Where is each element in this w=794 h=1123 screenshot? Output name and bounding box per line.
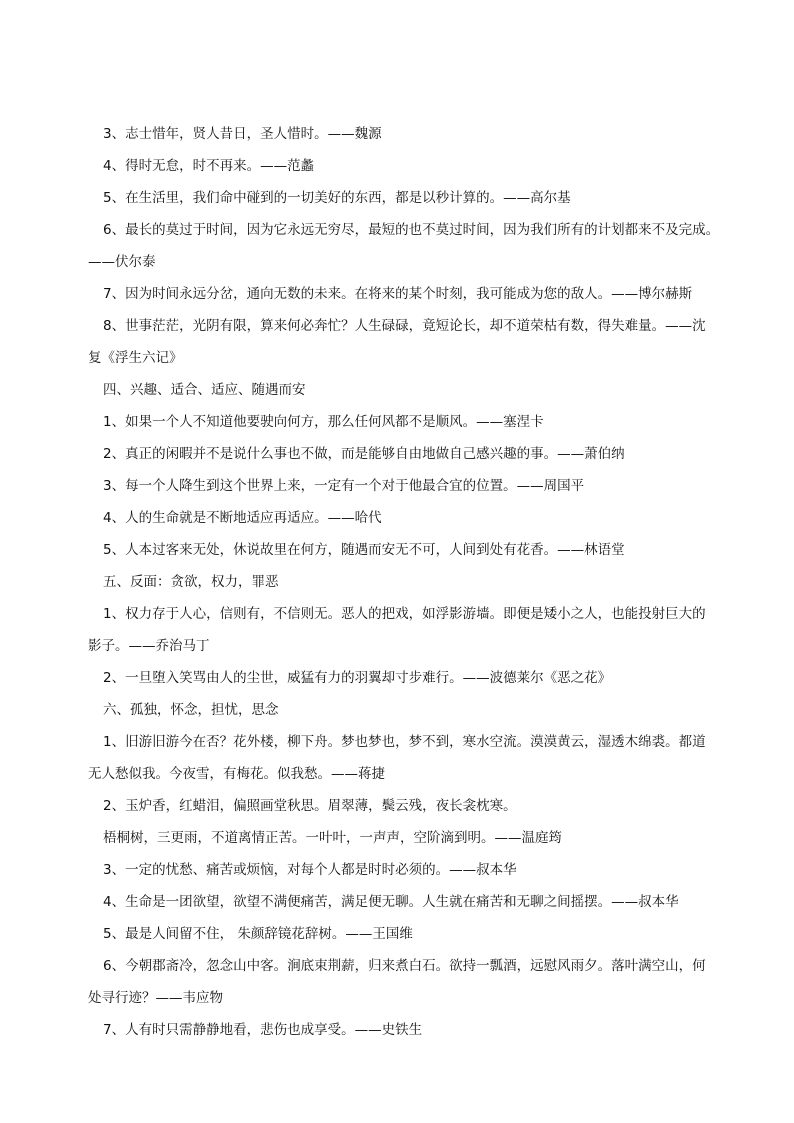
text-line: 梧桐树，三更雨，不道离情正苦。一叶叶，一声声，空阶滴到明。——温庭筠: [103, 830, 562, 846]
text-line: 2、玉炉香，红蜡泪，偏照画堂秋思。眉翠薄，鬓云残，夜长衾枕寒。: [103, 798, 517, 814]
text-line: 1、权力存于人心，信则有，不信则无。恶人的把戏，如浮影游墙。即便是矮小之人，也能投射巨大的: [103, 606, 706, 622]
text-line: 6、最长的莫过于时间，因为它永远无穷尽，最短的也不莫过时间，因为我们所有的计划都来不及完成。: [103, 222, 720, 238]
text-line: 4、人的生命就是不断地适应再适应。——哈代: [103, 510, 382, 526]
text-line: 5、在生活里，我们命中碰到的一切美好的东西，都是以秒计算的。——高尔基: [103, 190, 571, 206]
text-line: 6、今朝郡斋冷，忽念山中客。涧底束荆薪，归来煮白石。欲持一瓢酒，远慰风雨夕。落叶满空山，何: [103, 958, 706, 974]
text-line: 4、得时无怠，时不再来。——范蠡: [103, 158, 315, 174]
text-line: 2、真正的闲暇并不是说什么事也不做，而是能够自由地做自己感兴趣的事。——萧伯纳: [103, 446, 625, 462]
text-line: 7、人有时只需静静地看，悲伤也成享受。——史铁生: [103, 1022, 423, 1038]
text-line: 3、一定的忧愁、痛苦或烦恼，对每个人都是时时必须的。——叔本华: [103, 862, 517, 878]
text-line: ——伏尔泰: [88, 254, 156, 270]
text-line: 影子。——乔治马丁: [88, 638, 210, 654]
text-line: 处寻行迹？——韦应物: [88, 990, 223, 1006]
section-heading: 四、兴趣、适合、适应、随遇而安: [103, 382, 306, 398]
text-line: 3、志士惜年，贤人昔日，圣人惜时。——魏源: [103, 126, 382, 142]
text-line: 无人愁似我。今夜雪，有梅花。似我愁。——蒋捷: [88, 766, 385, 782]
text-line: 5、人本过客来无处，休说故里在何方，随遇而安无不可，人间到处有花香。——林语堂: [103, 542, 625, 558]
text-line: 1、旧游旧游今在否？花外楼，柳下舟。梦也梦也，梦不到，寒水空流。漠漠黄云，湿透木绵裘。都道: [103, 734, 706, 750]
text-line: 复《浮生六记》: [88, 350, 183, 366]
section-heading: 五、反面：贪欲，权力，罪恶: [103, 574, 279, 590]
text-line: 5、最是人间留不住， 朱颜辞镜花辞树。——王国维: [103, 926, 413, 942]
text-line: 8、世事茫茫，光阴有限，算来何必奔忙？人生碌碌，竟短论长，却不道荣枯有数，得失难量。——沈: [103, 318, 706, 334]
text-line: 3、每一个人降生到这个世界上来，一定有一个对于他最合宜的位置。——周国平: [103, 478, 585, 494]
section-heading: 六、孤独，怀念，担忧，思念: [103, 702, 279, 718]
text-line: 7、因为时间永远分岔，通向无数的未来。在将来的某个时刻，我可能成为您的敌人。——博尔赫斯: [103, 286, 693, 302]
text-line: 2、一旦堕入笑骂由人的尘世，威猛有力的羽翼却寸步难行。——波德莱尔《恶之花》: [103, 670, 612, 686]
text-line: 4、生命是一团欲望，欲望不满便痛苦，满足便无聊。人生就在痛苦和无聊之间摇摆。——叔本华: [103, 894, 679, 910]
text-line: 1、如果一个人不知道他要驶向何方，那么任何风都不是顺风。——塞涅卡: [103, 414, 544, 430]
